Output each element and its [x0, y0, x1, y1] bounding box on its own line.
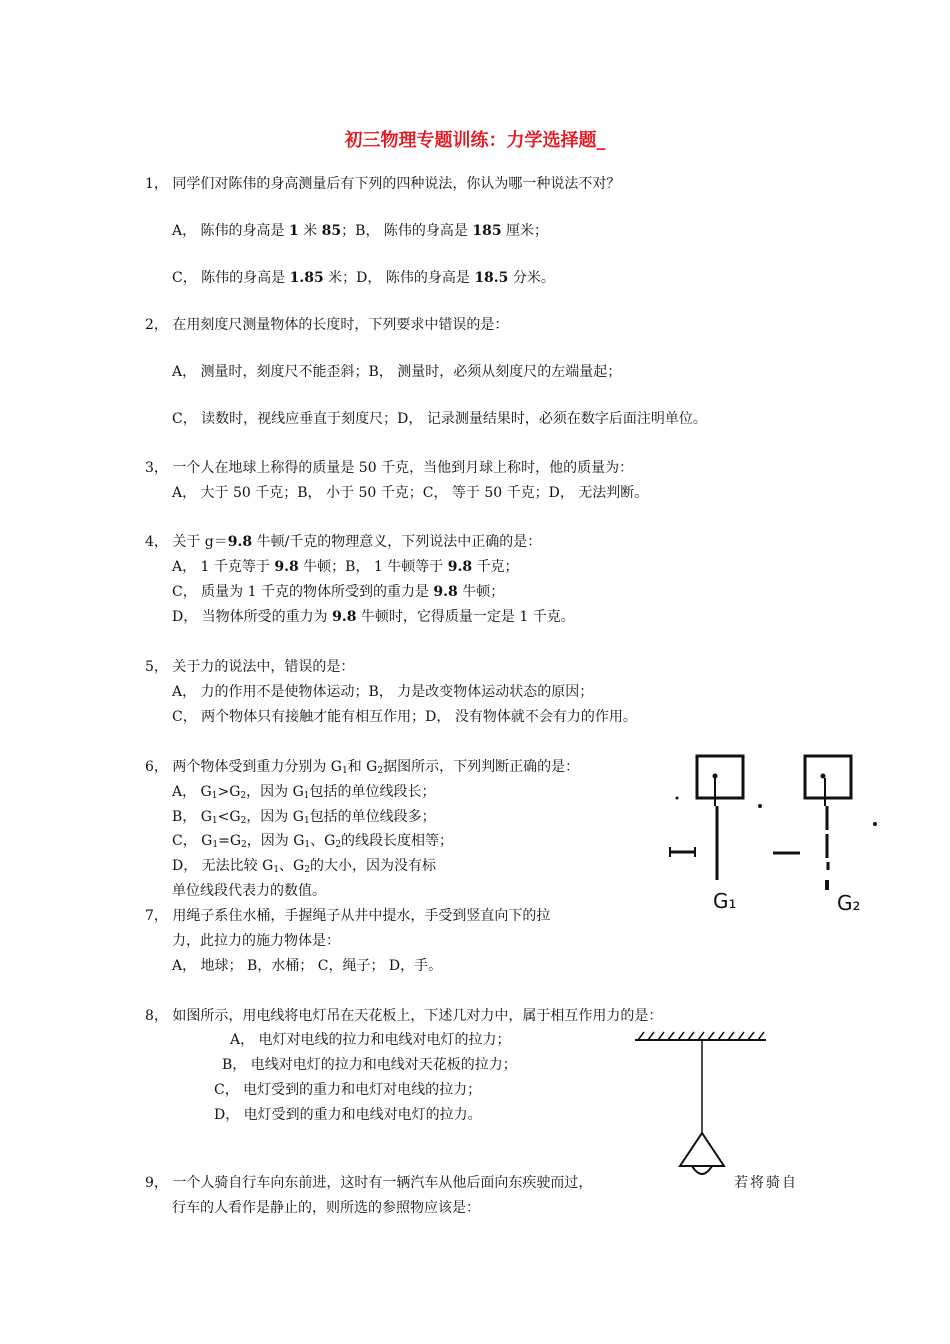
question-1-options-cd: C， 陈伟的身高是 1.85 米；D， 陈伟的身高是 18.5 分米。: [172, 270, 555, 286]
question-6-option-d: D， 无法比较 $G_1$、$G_2$的大小，因为没有标: [172, 858, 436, 875]
hanging-lamp-figure: [630, 1028, 770, 1188]
question-4-options-ab: A， 1 千克等于 9.8 牛顿；B， 1 牛顿等于 9.8 千克；: [172, 559, 519, 575]
question-6-option-d-cont: 单位线段代表力的数值。: [172, 883, 326, 899]
question-9-stem: 9， 一个人骑自行车向东前进，这时有一辆汽车从他后面向东疾驶而过，: [145, 1175, 593, 1191]
question-7-stem: 7， 用绳子系住水桶，手握绳子从井中提水，手受到竖直向下的拉: [145, 908, 551, 924]
question-4-stem: 4， 关于 g＝9.8 牛顿/千克的物理意义，下列说法中正确的是：: [145, 534, 542, 550]
question-8-stem: 8， 如图所示，用电线将电灯吊在天花板上，下述几对力中，属于相互作用力的是：: [145, 1008, 663, 1024]
question-5-options-cd: C， 两个物体只有接触才能有相互作用；D， 没有物体就不会有力的作用。: [172, 709, 637, 725]
question-3-options: A， 大于 50 千克；B， 小于 50 千克；C， 等于 50 千克；D， 无法判断。: [172, 485, 649, 501]
g1-diagram: [670, 756, 762, 880]
question-8-option-d: D， 电灯受到的重力和电线对电灯的拉力。: [214, 1107, 482, 1123]
question-1-stem: 1， 同学们对陈伟的身高测量后有下列的四种说法，你认为哪一种说法不对？: [145, 176, 621, 192]
lamp-bulb: [692, 1166, 712, 1174]
question-4-option-d: D， 当物体所受的重力为 9.8 牛顿时，它得质量一定是 1 千克。: [172, 609, 575, 625]
force-diagram-figure: [665, 748, 885, 918]
question-2-options-cd: C， 读数时，视线应垂直于刻度尺；D， 记录测量结果时，必须在数字后面注明单位。: [172, 411, 707, 427]
question-2-options-ab: A， 测量时，刻度尺不能歪斜；B， 测量时，必须从刻度尺的左端量起；: [172, 364, 622, 380]
question-8-option-a: A， 电灯对电线的拉力和电线对电灯的拉力；: [230, 1032, 511, 1048]
question-9-stem-cont: 行车的人看作是静止的，则所选的参照物应该是：: [172, 1200, 480, 1216]
question-4-option-c: C， 质量为 1 千克的物体所受到的重力是 9.8 牛顿；: [172, 584, 505, 600]
g1-label: G₁: [713, 889, 737, 913]
lamp-shade: [680, 1133, 724, 1166]
question-8-option-c: C， 电灯受到的重力和电灯对电线的拉力；: [214, 1082, 482, 1098]
question-7-stem-cont: 力，此拉力的施力物体是：: [172, 933, 340, 949]
question-6-option-c: C， $G_1=G_2$，因为 $G_1$、$G_2$的线段长度相等；: [172, 833, 454, 850]
g2-diagram: [676, 756, 877, 890]
question-9-stem-tail: 若将骑自: [734, 1175, 798, 1191]
question-1-options-ab: A， 陈伟的身高是 1 米 85；B， 陈伟的身高是 185 厘米；: [172, 223, 549, 239]
question-2-stem: 2， 在用刻度尺测量物体的长度时，下列要求中错误的是：: [145, 317, 509, 333]
page-title: 初三物理专题训练：力学选择题_: [344, 130, 606, 151]
question-8-option-b: B， 电线对电灯的拉力和电线对天花板的拉力；: [222, 1057, 517, 1073]
question-7-options: A， 地球； B，水桶； C，绳子； D，手。: [172, 958, 443, 974]
question-6-option-b: B， $G_1<G_2$，因为 $G_1$包括的单位线段多；: [172, 809, 436, 826]
question-5-options-ab: A， 力的作用不是使物体运动；B， 力是改变物体运动状态的原因；: [172, 684, 594, 700]
g2-label: G₂: [837, 891, 861, 915]
question-3-stem: 3， 一个人在地球上称得的质量是 50 千克，当他到月球上称时，他的质量为：: [145, 460, 634, 476]
question-6-option-a: A， $G_1>G_2$，因为 $G_1$包括的单位线段长；: [172, 784, 436, 801]
question-6-stem: 6， 两个物体受到重力分别为 $G_1$和 $G_2$据图所示，下列判断正确的是：: [145, 759, 580, 776]
ceiling-hatch: [638, 1032, 764, 1040]
question-5-stem: 5， 关于力的说法中，错误的是：: [145, 659, 355, 675]
